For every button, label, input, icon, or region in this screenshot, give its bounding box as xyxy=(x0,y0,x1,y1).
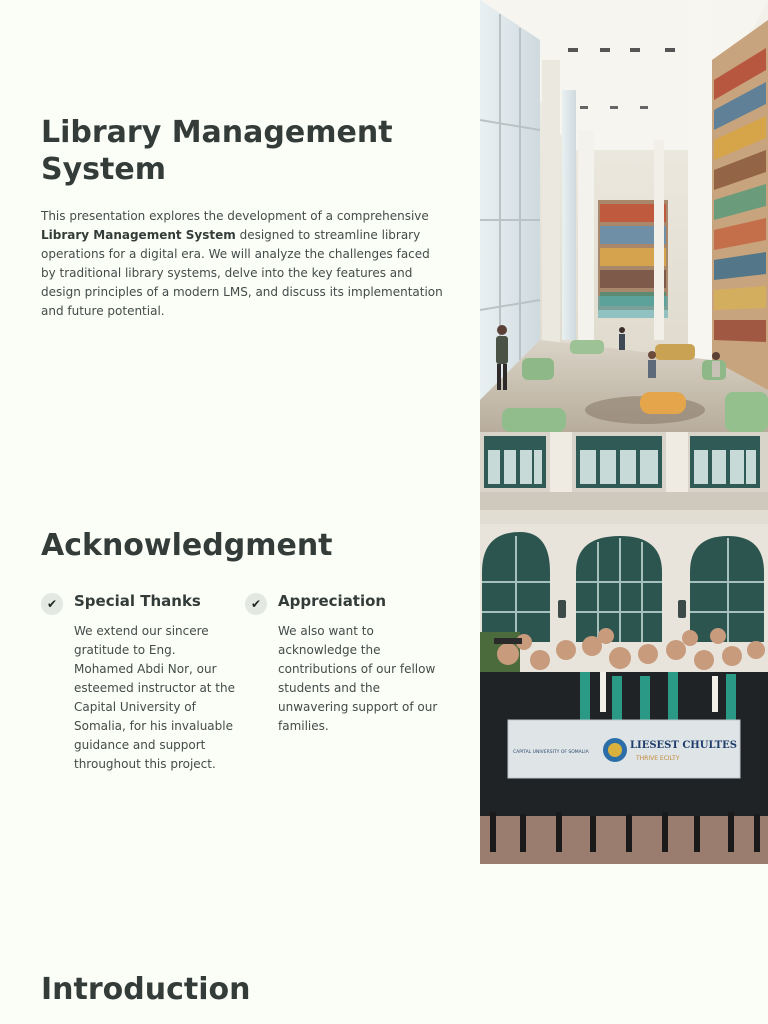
special-thanks-text: We extend our sincere gratitude to Eng. Mohamed Abdi Nor, our esteemed instructor at the Capital University of Somalia, for his invaluable guidance and support throughout this project. xyxy=(74,624,236,771)
acknowledgment-heading: Acknowledgment xyxy=(41,528,333,563)
check-icon: ✔ xyxy=(41,593,63,615)
slide-title xyxy=(0,0,768,432)
intro-text-bold: Library Management System xyxy=(41,228,236,242)
introduction-heading: Introduction xyxy=(41,972,251,1007)
intro-text-suffix: designed to streamline library operations for a digital era. We will analyze the challenges faced by traditional library systems, delve into the key features and design principles of a modern LMS, and discuss its implementation and future potential. xyxy=(41,228,443,318)
intro-description xyxy=(41,207,443,321)
intro-text-prefix: This presentation explores the development of a comprehensive xyxy=(41,209,429,223)
slide-introduction xyxy=(0,864,768,1024)
slide-acknowledgment xyxy=(0,432,768,864)
page-title: Library Management System xyxy=(41,115,393,187)
library-interior-image xyxy=(480,0,768,432)
special-thanks-title: Special Thanks xyxy=(74,592,201,610)
banner-sub-text: THRIVE ECILTY xyxy=(636,755,680,762)
banner-main-text: LIESEST CHULTES xyxy=(630,740,737,751)
check-icon: ✔ xyxy=(245,593,267,615)
appreciation-title: Appreciation xyxy=(278,592,387,610)
banner-small-text: CAPITAL UNIVERSITY OF SOMALIA xyxy=(513,750,589,755)
appreciation-text: We also want to acknowledge the contributions of our fellow students and the unwavering support of our families. xyxy=(278,624,438,733)
graduates-group-photo xyxy=(480,432,768,864)
